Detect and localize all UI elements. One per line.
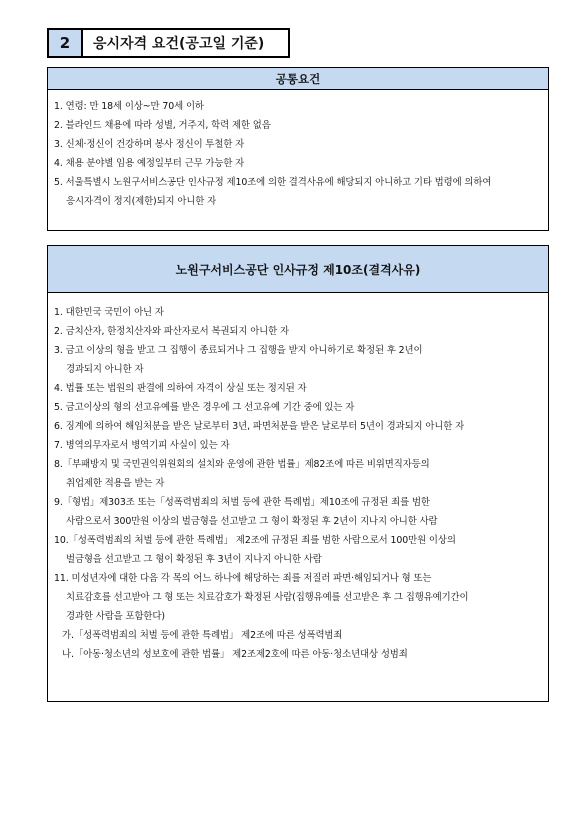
list-item: 2. 금치산자, 한정치산자와 파산자로서 복권되지 아니한 자 (54, 326, 289, 337)
list-item: 6. 징계에 의하여 해임처분을 받은 날로부터 3년, 파면처분을 받은 날로부터 5년이 경과되지 아니한 자 (54, 421, 465, 432)
common-requirements-box (47, 67, 549, 231)
list-item-continuation: 취업제한 적용을 받는 자 (66, 478, 165, 489)
list-item: 1. 대한민국 국민이 아닌 자 (54, 307, 164, 318)
list-item: 1. 연령: 만 18세 이상~만 70세 이하 (54, 101, 204, 112)
disqualification-box (47, 245, 549, 702)
list-item: 5. 서울특별시 노원구서비스공단 인사규정 제10조에 의한 결격사유에 해당되지 아니하고 기타 법령에 의하여 (54, 177, 492, 188)
list-item-continuation: 경과되지 아니한 자 (66, 364, 144, 375)
disqualification-list (48, 293, 548, 664)
list-item: 5. 금고이상의 형의 선고유예를 받은 경우에 그 선고유예 기간 중에 있는 자 (54, 402, 355, 413)
list-item: 3. 금고 이상의 형을 받고 그 집행이 종료되거나 그 집행을 받지 아니하기로 확정된 후 2년이 (54, 345, 423, 356)
list-subitem: 가.「성폭력범죄의 처벌 등에 관한 특례법」 제2조에 따른 성폭력범죄 (62, 630, 343, 641)
list-item: 10.「성폭력범죄의 처벌 등에 관한 특례법」 제2조에 규정된 죄를 범한 사람으로서 100만원 이상의 (54, 535, 456, 546)
common-requirements-list (48, 90, 548, 211)
list-item-continuation: 치료감호를 선고받아 그 형 또는 치료감호가 확정된 사람(집행유예를 선고받은 후 그 집행유예기간이 (66, 592, 469, 603)
list-item: 11. 미성년자에 대한 다음 각 목의 어느 하나에 해당하는 죄를 저질러 파면·해임되거나 형 또는 (54, 573, 432, 584)
list-item: 3. 신체·정신이 건강하며 봉사 정신이 투철한 자 (54, 139, 245, 150)
list-item-continuation: 응시자격이 정지(제한)되지 아니한 자 (66, 196, 217, 207)
list-item: 4. 채용 분야별 임용 예정일부터 근무 가능한 자 (54, 158, 245, 169)
list-item-continuation: 경과한 사람을 포함한다) (66, 611, 165, 622)
common-requirements-heading: 공통요건 (48, 68, 548, 90)
section-number: 2 (49, 30, 83, 56)
list-item: 4. 법률 또는 법원의 판결에 의하여 자격이 상실 또는 정지된 자 (54, 383, 307, 394)
list-subitem: 나.「아동·청소년의 성보호에 관한 법률」 제2조제2호에 따른 아동·청소년대상 성범죄 (62, 649, 408, 660)
section-title: 응시자격 요건(공고일 기준) (93, 36, 265, 52)
disqualification-heading: 노원구서비스공단 인사규정 제10조(결격사유) (48, 246, 548, 293)
list-item: 7. 병역의무자로서 병역기피 사실이 있는 자 (54, 440, 230, 451)
list-item: 9.「형법」제303조 또는「성폭력범죄의 처벌 등에 관한 특례법」제10조에 규정된 죄를 범한 (54, 497, 430, 508)
section-header (47, 28, 290, 58)
list-item-continuation: 사람으로서 300만원 이상의 벌금형을 선고받고 그 형이 확정된 후 2년이 지나지 아니한 사람 (66, 516, 438, 527)
list-item-continuation: 벌금형을 선고받고 그 형이 확정된 후 3년이 지나지 아니한 사람 (66, 554, 322, 565)
list-item: 8.「부패방지 및 국민권익위원회의 설치와 운영에 관한 법률」제82조에 따른 비위면직자등의 (54, 459, 430, 470)
list-item: 2. 블라인드 채용에 따라 성별, 거주지, 학력 제한 없음 (54, 120, 271, 131)
